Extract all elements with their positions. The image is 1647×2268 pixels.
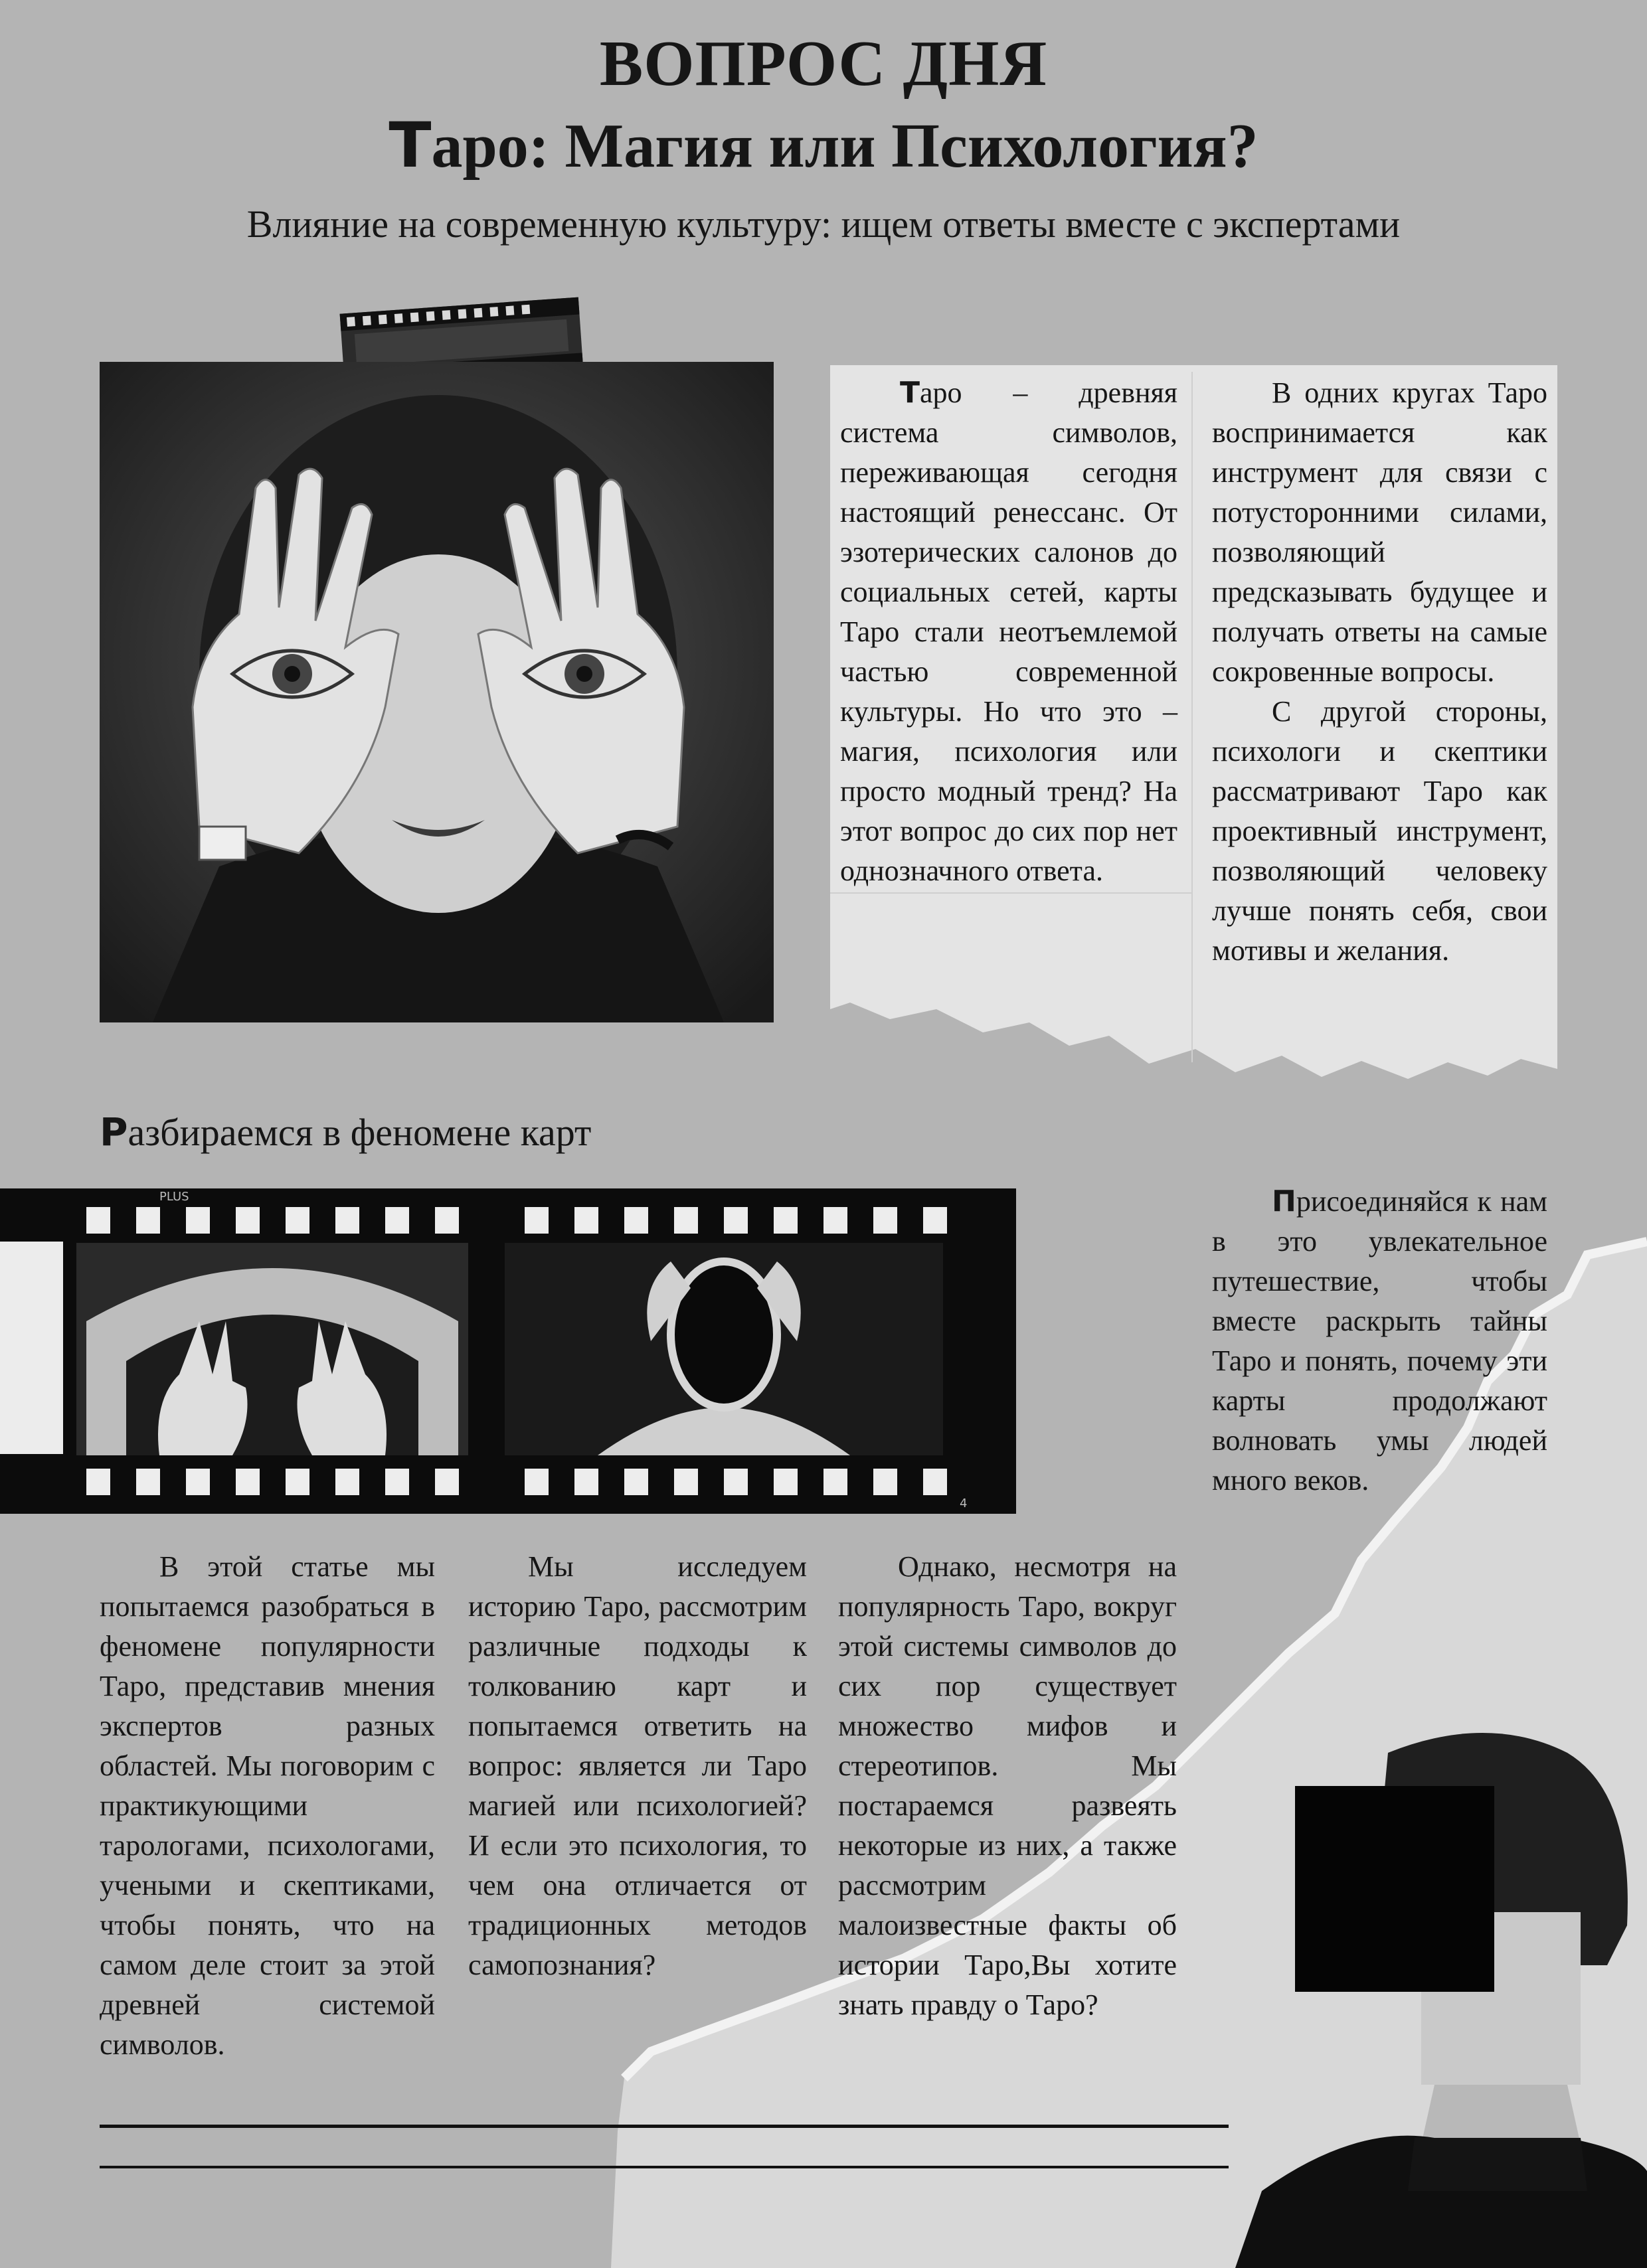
body-column-2: Мы исследуем историю Таро, рассмотрим различные подходы к толкованию карт и попытаемся ответить на вопрос: является ли Таро магией или психологией? И если это психология, то чем она отличается от традиционных методов самопознания? <box>468 1550 807 1981</box>
intro-text-1: аро – древняя система символов, переживающая сегодня настоящий ренессанс. От эзотерических салонов до социальных сетей, карты Таро стали неотъемлемой частью современной культуры. Но что это – магия, психология или просто модный тренд? На этот вопрос до сих пор нет однозначного ответа. <box>840 376 1177 887</box>
headline-initial: Т <box>389 110 432 182</box>
join-paragraph <box>1212 1182 1547 1500</box>
intro-text-3: С другой стороны, психологи и скептики рассматривают Таро как проективный инструмент, позволяющий человеку лучше понять себя, свои мотивы и желания. <box>1212 695 1547 967</box>
section-kicker: ВОПРОС ДНЯ <box>599 28 1048 100</box>
intro-text-2: В одних кругах Таро воспринимается как инструмент для связи с потусторонними силами, позволяющий предсказывать будущее и получать ответы на самые сокровенные вопросы. <box>1212 376 1547 688</box>
film-strip-photos <box>0 1188 1016 1514</box>
intro-column-2 <box>1212 373 1547 971</box>
section-title <box>100 1105 591 1159</box>
film-edge-text: PLUS <box>159 1190 189 1204</box>
hands-eyes-photo <box>100 362 774 1022</box>
divider-line-2 <box>100 2166 1229 2168</box>
body-column-1: В этой статье мы попытаемся разобраться в феномене популярности Таро, представив мнения экспертов разных областей. Мы поговорим с практикующими тарологами, психологами, учеными и скептиками, чтобы понять, что на самом деле стоит за этой древней системой символов. <box>100 1550 435 2061</box>
join-text: рисоединяйся к нам в это увлекательное путешествие, чтобы вместе раскрыть тайны Таро и понять, почему эти карты продолжают волновать умы людей много веков. <box>1212 1185 1547 1497</box>
intro-column-1 <box>840 373 1177 891</box>
section-title-text: азбираемся в феномене карт <box>128 1111 592 1154</box>
join-initial: П <box>1272 1184 1296 1218</box>
subtitle: Влияние на современную культуру: ищем ответы вместе с экспертами <box>246 202 1401 246</box>
headline-text: аро: Магия или Психология? <box>431 112 1258 181</box>
intro-initial: Т <box>900 376 920 410</box>
body-column-3: Однако, несмотря на популярность Таро, вокруг этой системы символов до сих пор существует множество мифов и стереотипов. Мы постараемся развеять некоторые из них, а также рассмотрим малоизвестные факты об истории Таро,Вы хотите знать правду о Таро? <box>838 1550 1177 2021</box>
headline <box>0 106 1647 186</box>
film-edge-number: 4 <box>960 1497 968 1510</box>
masked-person-photo <box>1235 1713 1647 2268</box>
section-title-initial: Р <box>100 1109 128 1155</box>
divider-line-1 <box>100 2125 1229 2128</box>
